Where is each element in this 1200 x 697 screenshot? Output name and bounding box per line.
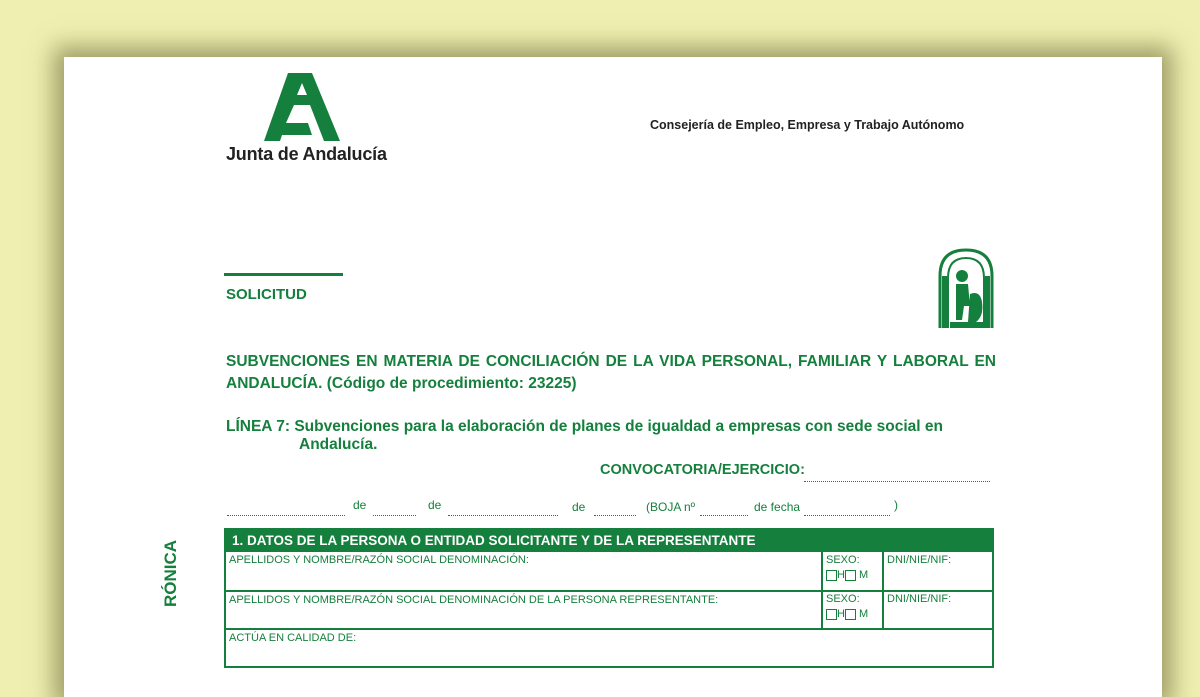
linea-line-1: LÍNEA 7: Subvenciones para la elaboración de planes de igualdad a empresas con sede social en	[226, 418, 943, 435]
col-divider-sexo-1	[821, 552, 823, 628]
row1-sexo-options	[826, 569, 868, 581]
row2-sexo-m-checkbox[interactable]	[845, 609, 856, 620]
row1-sexo-label: SEXO:	[826, 554, 860, 566]
convocatoria-field[interactable]	[804, 481, 990, 482]
logo-text: Junta de Andalucía	[226, 144, 387, 164]
close-paren: )	[894, 498, 898, 512]
row-divider-1	[226, 590, 992, 592]
date-de-1: de	[353, 498, 367, 512]
junta-andalucia-logo-icon	[264, 73, 340, 141]
row2-sexo-options	[826, 608, 868, 620]
section-1-title: 1. DATOS DE LA PERSONA O ENTIDAD SOLICITANTE Y DE LA REPRESENTANTE	[226, 530, 992, 552]
subvenciones-title: SUBVENCIONES EN MATERIA DE CONCILIACIÓN DE LA VIDA PERSONAL, FAMILIAR Y LABORAL EN ANDALUCÍA. (Código de procedimiento: 23225)	[226, 353, 996, 392]
row2-h-label: H	[837, 608, 845, 620]
date-year-field[interactable]	[448, 515, 558, 516]
date-de-3: de	[572, 500, 586, 514]
boja-field[interactable]	[700, 515, 748, 516]
row-divider-2	[226, 628, 992, 630]
side-vertical-text: RÓNICA	[161, 539, 180, 607]
consejeria-title: Consejería de Empleo, Empresa y Trabajo Autónomo	[650, 118, 965, 132]
andalucia-emblem-icon	[936, 246, 996, 328]
section-1-table	[224, 528, 994, 668]
row1-name-label: APELLIDOS Y NOMBRE/RAZÓN SOCIAL DENOMINACIÓN:	[229, 554, 529, 566]
fecha-field[interactable]	[804, 515, 890, 516]
date-month-field[interactable]	[373, 515, 416, 516]
row2-sexo-h-checkbox[interactable]	[826, 609, 837, 620]
row3-calidad-label: ACTÚA EN CALIDAD DE:	[229, 632, 357, 644]
title-rule	[224, 273, 343, 276]
row2-m-label: M	[859, 608, 869, 620]
date-de-2: de	[428, 498, 442, 512]
col-divider-dni-1	[882, 552, 884, 628]
convocatoria-label: CONVOCATORIA/EJERCICIO:	[600, 462, 805, 478]
de-fecha-label: de fecha	[754, 500, 801, 514]
date-extra-field[interactable]	[594, 515, 636, 516]
boja-label: (BOJA nº	[646, 500, 696, 514]
row1-dni-label: DNI/NIE/NIF:	[887, 554, 952, 566]
form-page	[64, 57, 1162, 697]
row1-sexo-h-checkbox[interactable]	[826, 570, 837, 581]
row2-dni-label: DNI/NIE/NIF:	[887, 593, 952, 605]
row1-m-label: M	[859, 569, 869, 581]
date-day-field[interactable]	[227, 515, 345, 516]
linea-title	[226, 418, 996, 454]
row1-sexo-m-checkbox[interactable]	[845, 570, 856, 581]
linea-line-2: Andalucía.	[299, 436, 378, 453]
row2-sexo-label: SEXO:	[826, 593, 860, 605]
row1-h-label: H	[837, 569, 845, 581]
row2-name-label: APELLIDOS Y NOMBRE/RAZÓN SOCIAL DENOMINACIÓN DE LA PERSONA REPRESENTANTE:	[229, 594, 719, 606]
solicitud-heading: SOLICITUD	[226, 286, 307, 303]
